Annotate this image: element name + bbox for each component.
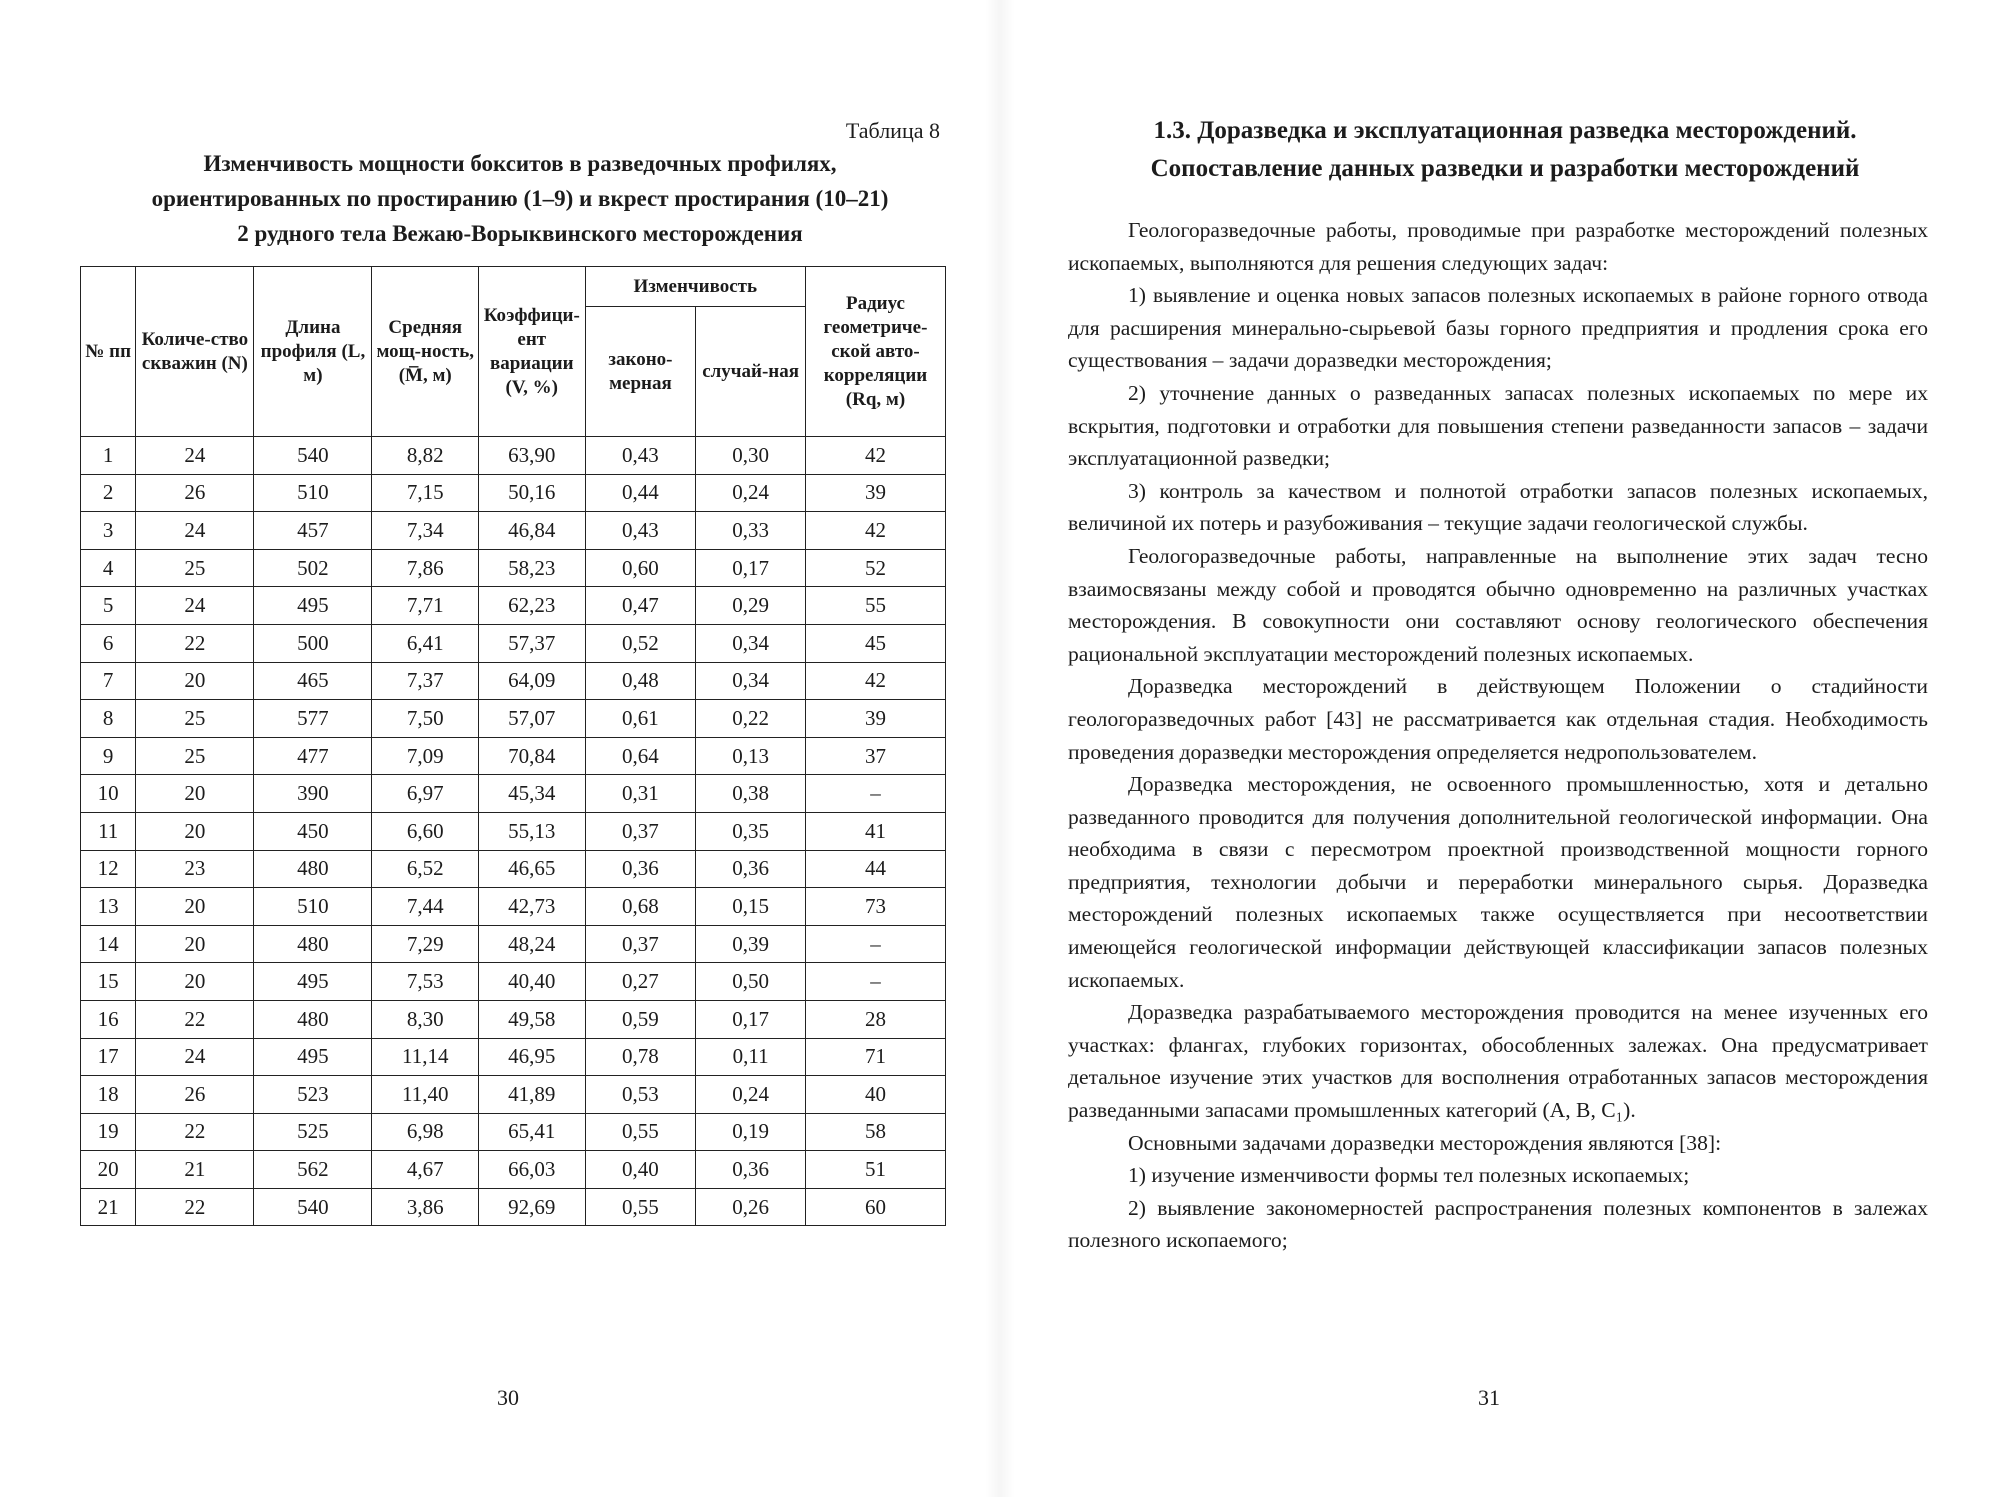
table-cell: 16: [81, 1000, 136, 1038]
table-cell: 46,84: [479, 512, 586, 550]
table-cell: 7,71: [372, 587, 479, 625]
table-cell: 0,37: [585, 812, 696, 850]
table-cell: 22: [136, 1000, 254, 1038]
table-cell: 0,55: [585, 1188, 696, 1226]
table-body: [81, 437, 946, 1226]
table-cell: 0,29: [696, 587, 806, 625]
table-row: [81, 474, 946, 512]
table-cell: 46,65: [479, 850, 586, 888]
table-cell: 0,53: [585, 1076, 696, 1114]
table-cell: 0,39: [696, 925, 806, 963]
table-cell: 0,24: [696, 474, 806, 512]
table-cell: 24: [136, 587, 254, 625]
paragraph: Доразведка месторождения, не освоенного промышленностью, хотя и детально разведанного проводится для получения дополнительной геологической информации. Она необходима в связи с пересмотром проектной производственной мощности горного предприятия, технологии добычи и переработки минерального сырья. Доразведка месторождений полезных ископаемых также осуществляется при несоответствии имеющейся геологической информации действующей классификации запасов полезных ископаемых.: [1068, 772, 1928, 992]
table-cell: 1: [81, 437, 136, 475]
table-cell: 6,60: [372, 812, 479, 850]
table-cell: 52: [805, 549, 945, 587]
paragraph: Доразведка месторождений в действующем Положении о стадийности геологоразведочных работ [43] не рассматривается как отдельная стадия. Необходимость проведения доразведки месторождения определяется недропользователем.: [1068, 674, 1928, 764]
table-cell: 480: [254, 1000, 372, 1038]
table-cell: 58: [805, 1113, 945, 1151]
table-row: [81, 1076, 946, 1114]
header-random: случай-ная: [696, 307, 806, 437]
table-cell: 0,64: [585, 737, 696, 775]
table-cell: 0,44: [585, 474, 696, 512]
table-row: [81, 512, 946, 550]
table-cell: 0,34: [696, 662, 806, 700]
table-cell: 20: [136, 662, 254, 700]
table-cell: 0,55: [585, 1113, 696, 1151]
table-cell: 0,36: [696, 1151, 806, 1189]
paragraph: Доразведка разрабатываемого месторождения проводится на менее изученных его участках: флангах, глубоких горизонтах, обособленных залежах. Она предусматривает детальное изучение этих участков для восполнения отработанных запасов месторождения разведанными запасами промышленных категорий (A, B, C₁).: [1068, 1000, 1928, 1123]
table-cell: 57,37: [479, 624, 586, 662]
table-cell: 70,84: [479, 737, 586, 775]
table-cell: 49,58: [479, 1000, 586, 1038]
table-cell: 6,97: [372, 775, 479, 813]
paragraph: Основными задачами доразведки месторождения являются [38]:: [1128, 1130, 1722, 1155]
table-cell: 0,50: [696, 963, 806, 1001]
table-cell: 495: [254, 963, 372, 1001]
table-cell: 92,69: [479, 1188, 586, 1226]
table-cell: 0,11: [696, 1038, 806, 1076]
table-cell: 0,43: [585, 512, 696, 550]
table-cell: 17: [81, 1038, 136, 1076]
table-cell: 577: [254, 700, 372, 738]
table-cell: 8,30: [372, 1000, 479, 1038]
table-row: [81, 737, 946, 775]
header-num: № пп: [81, 267, 136, 437]
table-cell: 45: [805, 624, 945, 662]
table-cell: 0,26: [696, 1188, 806, 1226]
table-cell: 7,15: [372, 474, 479, 512]
table-row: [81, 888, 946, 926]
table-cell: 45,34: [479, 775, 586, 813]
table-cell: 12: [81, 850, 136, 888]
table-cell: 64,09: [479, 662, 586, 700]
section-title-line: 1.3. Доразведка и эксплуатационная разведка месторождений.: [1153, 117, 1857, 144]
header-length: Длина профиля (L, м): [254, 267, 372, 437]
paragraph: 1) изучение изменчивости формы тел полезных ископаемых;: [1128, 1163, 1690, 1188]
table-cell: 523: [254, 1076, 372, 1114]
table-cell: 48,24: [479, 925, 586, 963]
table-cell: 7,53: [372, 963, 479, 1001]
table-cell: 477: [254, 737, 372, 775]
table-cell: 65,41: [479, 1113, 586, 1151]
table-cell: 0,40: [585, 1151, 696, 1189]
table-cell: 0,34: [696, 624, 806, 662]
table-cell: 7,86: [372, 549, 479, 587]
table-cell: 73: [805, 888, 945, 926]
table-caption-line: ориентированных по простиранию (1–9) и вкрест простирания (10–21): [151, 186, 889, 211]
table-cell: 0,27: [585, 963, 696, 1001]
table-cell: –: [805, 925, 945, 963]
table-cell: 0,13: [696, 737, 806, 775]
section-title: [1070, 112, 1940, 188]
table-cell: 25: [136, 737, 254, 775]
table-cell: 510: [254, 474, 372, 512]
paragraph: 1) выявление и оценка новых запасов полезных ископаемых в районе горного отвода для расширения минерально-сырьевой базы горного предприятия и продления срока его существования – задачи доразведки месторождения;: [1068, 283, 1928, 373]
table-cell: 4,67: [372, 1151, 479, 1189]
table-cell: 480: [254, 850, 372, 888]
table-cell: 8: [81, 700, 136, 738]
table-cell: 0,19: [696, 1113, 806, 1151]
table-cell: 495: [254, 1038, 372, 1076]
table-cell: 540: [254, 1188, 372, 1226]
table-cell: 0,15: [696, 888, 806, 926]
table-cell: 540: [254, 437, 372, 475]
table-cell: 0,33: [696, 512, 806, 550]
table-row: [81, 437, 946, 475]
table-cell: 3,86: [372, 1188, 479, 1226]
table-cell: 4: [81, 549, 136, 587]
paragraph: Геологоразведочные работы, проводимые при разработке месторождений полезных ископаемых, выполняются для решения следующих задач:: [1068, 218, 1928, 275]
header-radius: Радиус геометриче-ской авто-корреляции (Rq, м): [805, 267, 945, 437]
table-cell: 23: [136, 850, 254, 888]
table-cell: 15: [81, 963, 136, 1001]
table-row: [81, 775, 946, 813]
table-row: [81, 587, 946, 625]
header-regular: законо-мерная: [585, 307, 696, 437]
table-cell: 0,60: [585, 549, 696, 587]
table-row: [81, 850, 946, 888]
table-cell: 0,24: [696, 1076, 806, 1114]
table-cell: 55: [805, 587, 945, 625]
table-cell: 510: [254, 888, 372, 926]
section-title-line: Сопоставление данных разведки и разработки месторождений: [1150, 155, 1860, 182]
table-cell: 63,90: [479, 437, 586, 475]
table-cell: 26: [136, 474, 254, 512]
table-cell: 7,34: [372, 512, 479, 550]
table-cell: 0,36: [585, 850, 696, 888]
table-cell: 7,44: [372, 888, 479, 926]
header-variability: Изменчивость: [585, 267, 805, 307]
table-cell: 0,22: [696, 700, 806, 738]
table-cell: 3: [81, 512, 136, 550]
table-row: [81, 1113, 946, 1151]
paragraph: 3) контроль за качеством и полнотой отработки запасов полезных ископаемых, величиной их потерь и разубоживания – текущие задачи геологической службы.: [1068, 478, 1928, 536]
table-cell: 7,37: [372, 662, 479, 700]
table-cell: 24: [136, 1038, 254, 1076]
table-cell: 562: [254, 1151, 372, 1189]
table-caption: [90, 146, 950, 251]
paragraph: Геологоразведочные работы, направленные на выполнение этих задач тесно взаимосвязаны между собой и проводятся обычно одновременно на различных участках месторождения. В совокупности они составляют основу геологического обеспечения рациональной эксплуатации месторождений полезных ископаемых.: [1068, 543, 1928, 666]
table-cell: 37: [805, 737, 945, 775]
table-cell: 6: [81, 624, 136, 662]
table-cell: 0,37: [585, 925, 696, 963]
table-cell: 450: [254, 812, 372, 850]
table-cell: 0,61: [585, 700, 696, 738]
table-cell: 40: [805, 1076, 945, 1114]
table-cell: 66,03: [479, 1151, 586, 1189]
table-cell: 495: [254, 587, 372, 625]
table-cell: 525: [254, 1113, 372, 1151]
table-cell: 24: [136, 512, 254, 550]
table-cell: 20: [136, 775, 254, 813]
table-cell: 0,52: [585, 624, 696, 662]
table-cell: 51: [805, 1151, 945, 1189]
table-cell: 20: [136, 812, 254, 850]
table-cell: 24: [136, 437, 254, 475]
table-cell: 0,35: [696, 812, 806, 850]
table-cell: 28: [805, 1000, 945, 1038]
table-cell: 390: [254, 775, 372, 813]
paragraph: 2) уточнение данных о разведанных запасах полезных ископаемых по мере их вскрытия, подготовки и отработки для повышения степени разведанности запасов – задачи эксплуатационной разведки;: [1068, 380, 1928, 471]
table-cell: –: [805, 775, 945, 813]
page-number: 31: [1478, 1385, 1500, 1410]
table-cell: 11: [81, 812, 136, 850]
header-coefficient: Коэффици-ент вариации (V, %): [479, 267, 586, 437]
table-cell: 11,40: [372, 1076, 479, 1114]
table-cell: 22: [136, 1188, 254, 1226]
table-cell: 25: [136, 700, 254, 738]
table-cell: 55,13: [479, 812, 586, 850]
table-row: [81, 1188, 946, 1226]
table-cell: 0,68: [585, 888, 696, 926]
table-cell: 2: [81, 474, 136, 512]
table-cell: 42,73: [479, 888, 586, 926]
table-cell: 58,23: [479, 549, 586, 587]
table-cell: 14: [81, 925, 136, 963]
table-cell: 502: [254, 549, 372, 587]
table-cell: 465: [254, 662, 372, 700]
table-cell: 25: [136, 549, 254, 587]
table-cell: 500: [254, 624, 372, 662]
table-cell: 42: [805, 512, 945, 550]
variability-table: [80, 266, 946, 1226]
right-page: [1000, 0, 2000, 1497]
table-cell: 0,59: [585, 1000, 696, 1038]
table-cell: 21: [136, 1151, 254, 1189]
table-row: [81, 963, 946, 1001]
table-cell: 10: [81, 775, 136, 813]
table-cell: 42: [805, 662, 945, 700]
table-row: [81, 700, 946, 738]
table-cell: 26: [136, 1076, 254, 1114]
table-caption-line: Изменчивость мощности бокситов в разведочных профилях,: [203, 151, 837, 176]
table-cell: 21: [81, 1188, 136, 1226]
table-row: [81, 624, 946, 662]
table-cell: 6,52: [372, 850, 479, 888]
table-row: [81, 925, 946, 963]
table-cell: 0,78: [585, 1038, 696, 1076]
table-cell: 22: [136, 624, 254, 662]
table-cell: 20: [136, 925, 254, 963]
table-cell: 20: [81, 1151, 136, 1189]
table-cell: 0,30: [696, 437, 806, 475]
header-thickness: Средняя мощ-ность, (M̅, м): [372, 267, 479, 437]
table-cell: 18: [81, 1076, 136, 1114]
table-cell: 39: [805, 474, 945, 512]
table-cell: 20: [136, 963, 254, 1001]
table-caption-line: 2 рудного тела Вежаю-Ворыквинского месторождения: [237, 221, 803, 246]
table-cell: 9: [81, 737, 136, 775]
table-cell: 50,16: [479, 474, 586, 512]
table-cell: 457: [254, 512, 372, 550]
paragraph: 2) выявление закономерностей распространения полезных компонентов в залежах полезного ископаемого;: [1068, 1195, 1928, 1253]
table-cell: 42: [805, 437, 945, 475]
table-cell: 7,09: [372, 737, 479, 775]
table-cell: 5: [81, 587, 136, 625]
table-cell: 0,36: [696, 850, 806, 888]
header-wells: Количе-ство скважин (N): [136, 267, 254, 437]
table-cell: 13: [81, 888, 136, 926]
table-cell: 6,98: [372, 1113, 479, 1151]
table-row: [81, 549, 946, 587]
page-number: 30: [497, 1385, 519, 1410]
table-row: [81, 662, 946, 700]
table-cell: 6,41: [372, 624, 479, 662]
table-cell: 0,48: [585, 662, 696, 700]
table-cell: 0,47: [585, 587, 696, 625]
table-cell: 11,14: [372, 1038, 479, 1076]
table-cell: 46,95: [479, 1038, 586, 1076]
table-cell: 40,40: [479, 963, 586, 1001]
table-cell: 60: [805, 1188, 945, 1226]
table-cell: 8,82: [372, 437, 479, 475]
table-cell: 62,23: [479, 587, 586, 625]
table-cell: 7: [81, 662, 136, 700]
table-cell: 20: [136, 888, 254, 926]
table-cell: 41,89: [479, 1076, 586, 1114]
table-cell: 19: [81, 1113, 136, 1151]
table-cell: 57,07: [479, 700, 586, 738]
table-cell: 0,17: [696, 549, 806, 587]
table-cell: 0,38: [696, 775, 806, 813]
table-row: [81, 1000, 946, 1038]
table-row: [81, 812, 946, 850]
table-cell: 22: [136, 1113, 254, 1151]
body-text: [1068, 214, 1928, 1257]
table-cell: 0,31: [585, 775, 696, 813]
table-cell: 7,50: [372, 700, 479, 738]
table-cell: 7,29: [372, 925, 479, 963]
table-cell: 480: [254, 925, 372, 963]
table-row: [81, 1038, 946, 1076]
table-row: [81, 1151, 946, 1189]
table-cell: 0,17: [696, 1000, 806, 1038]
table-cell: 39: [805, 700, 945, 738]
table-cell: 41: [805, 812, 945, 850]
table-cell: –: [805, 963, 945, 1001]
table-cell: 0,43: [585, 437, 696, 475]
table-label: Таблица 8: [845, 118, 940, 143]
table-cell: 44: [805, 850, 945, 888]
table-cell: 71: [805, 1038, 945, 1076]
